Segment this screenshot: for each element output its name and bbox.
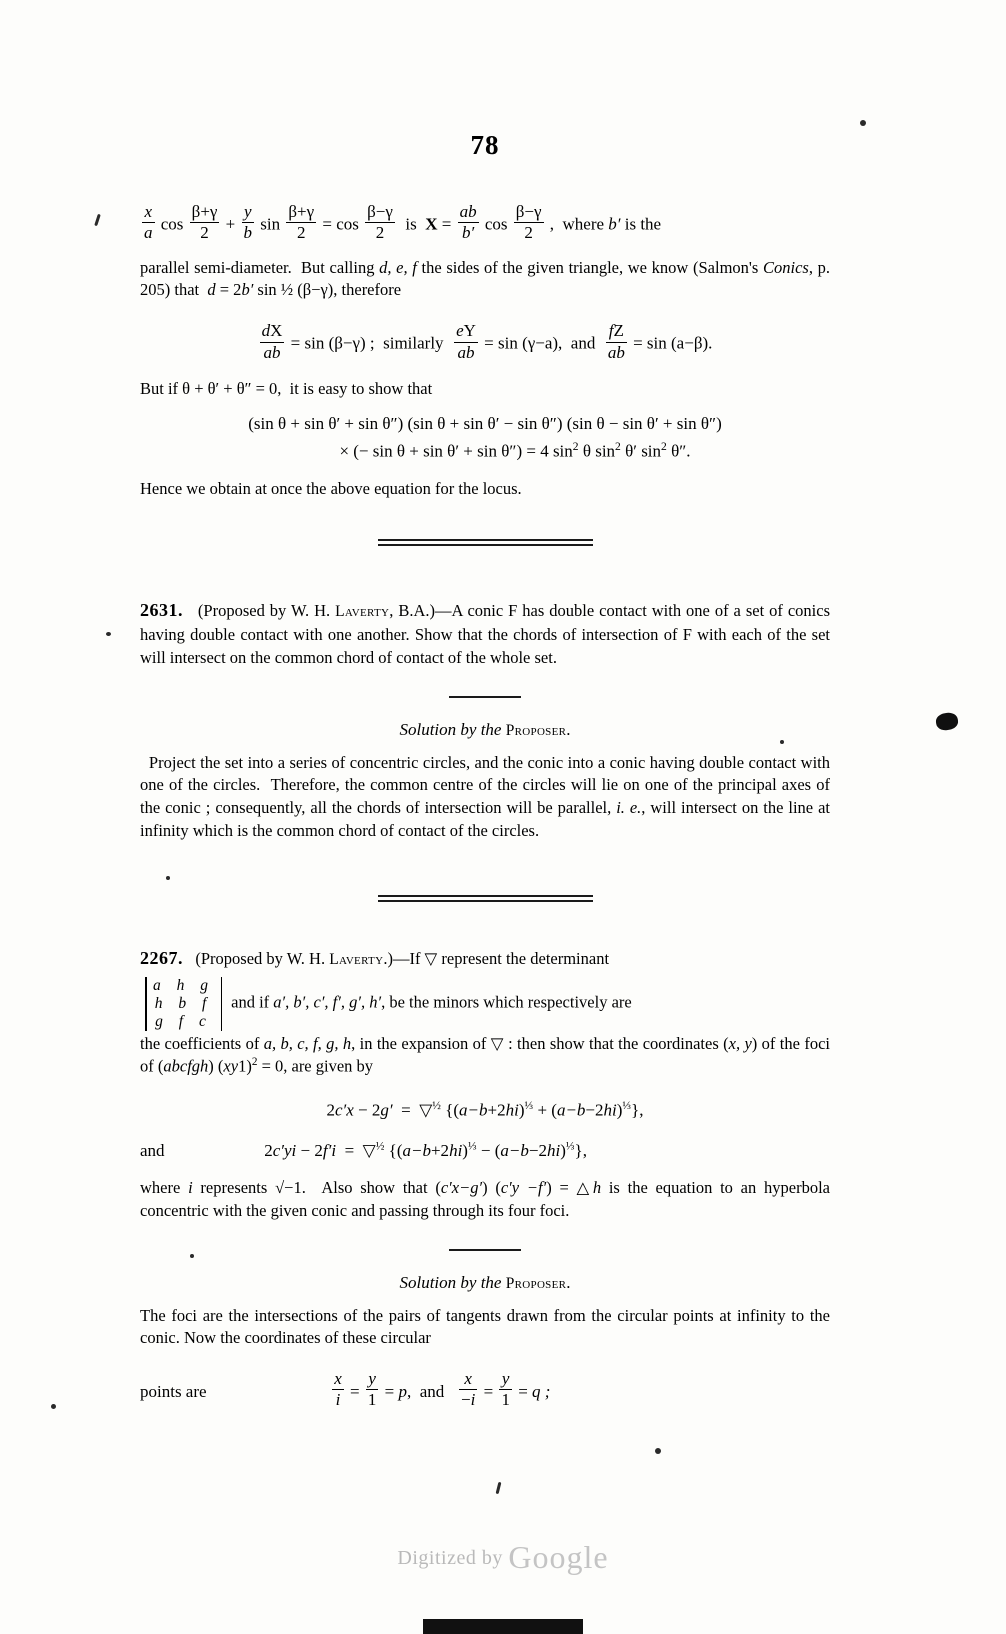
solution-heading-proposer: Proposer	[505, 721, 567, 739]
paragraph-1: parallel semi-diameter. But calling d, e, f the sides of the given triangle, we know (Salmon's Conics, p. 205) that d = 2b′ sin ½ (β−γ), therefore	[140, 257, 830, 300]
scan-speck	[106, 632, 111, 636]
problem-number: 2631.	[140, 600, 183, 621]
digitized-by-text: Digitized by	[397, 1547, 503, 1569]
ink-blot	[935, 712, 959, 732]
problem-proposed-prefix: (Proposed by W. H.	[197, 601, 336, 621]
solution-body-2267: The foci are the intersections of the pairs of tangents drawn from the circular points at infinity to the conic. Now the coordinates of these circular	[140, 1305, 830, 1348]
equation-2267-final-wrap	[140, 1370, 830, 1410]
problem-proposed-prefix: (Proposed by W. H.	[195, 948, 330, 968]
scan-speck	[94, 214, 101, 226]
equation-line-3b: × (− sin θ + sin θ′ + sin θ″) = 4 $\sin^2 \theta$ $\sin^2 \theta'$ $\sin^2 \theta''$.	[339, 440, 691, 461]
scan-speck	[655, 1448, 661, 1454]
scan-edge-bar	[423, 1619, 583, 1634]
problem-2631-statement	[140, 598, 830, 669]
equation-line-1: $\frac{x}{a}$ cos $\frac{\beta+\gamma}{2}$ + $\frac{y}{b}$ sin $\frac{\beta+\gamma}{2}$ = cos $\frac{\beta-\gamma}{2}$ is X = $\frac{ab}{b'}$ cos $\frac{\beta-\gamma}{2}$ , where b′ is the	[144, 202, 662, 243]
solution-divider-2	[449, 1249, 521, 1251]
proposer-name: Laverty	[329, 950, 384, 968]
equation-label-points: points are	[140, 1381, 207, 1401]
proposer-name: Laverty	[335, 603, 390, 621]
equation-line-3a: (sin θ + sin θ′ + sin θ″) (sin θ + sin θ′ − sin θ″) (sin θ − sin θ′ + sin θ″)	[248, 413, 722, 433]
solution-heading-italic: Solution by the	[399, 1272, 506, 1292]
section-divider-2	[378, 895, 593, 902]
determinant-following-text: and if a′, b′, c′, f′, g′, h′, be the minors which respectively are	[231, 992, 632, 1012]
paragraph-2: But if θ + θ′ + θ″ = 0, it is easy to show that	[140, 378, 433, 398]
solution-heading-italic: Solution by the	[399, 719, 506, 739]
scan-speck	[51, 1404, 56, 1409]
solution-body-2631: Project the set into a series of concentric circles, and the conic into a conic having double contact with one of the circles. Therefore, the common centre of the circles will lie on one of the principal axes of the conic ; consequently, all the chords of intersection will be parallel, i. e., will intersect on the line at infinity which is the common chord of contact of the circles.	[140, 752, 830, 840]
solution-heading-2267	[140, 1273, 830, 1293]
problem-2267-statement	[140, 946, 830, 971]
equation-label-and: and	[140, 1140, 165, 1160]
equation-2267-final: $\frac{x}{i}$ = $\frac{y}{1}$ = p, and $\frac{x}{-i}$ = $\frac{y}{1}$ = q ;	[334, 1369, 551, 1410]
scan-speck	[860, 120, 866, 126]
section-divider	[378, 539, 593, 546]
solution-heading-2631	[140, 720, 830, 740]
google-wordmark: Google	[508, 1539, 609, 1575]
determinant-row: h b f	[154, 994, 213, 1012]
equation-line-2: $\frac{dX}{ab}$ = sin (β−γ) ; similarly $\frac{eY}{ab}$ = sin (γ−a), and $\frac{fZ}{ab}$ = sin (a−β).	[261, 321, 713, 362]
determinant-block	[140, 977, 830, 1031]
page-content	[140, 130, 830, 1424]
solution-heading-period: .	[566, 719, 571, 739]
problem-number: 2267.	[140, 947, 183, 968]
solution-heading-period: .	[566, 1272, 571, 1292]
equation-2267-b: 2c′yi − 2f′i = ▽$^{\frac{1}{2}}$ $\{(a-b+2hi)^{\frac{1}{3}} - (a-b-2hi)^{\frac{1}{3}}\}$,	[264, 1138, 587, 1160]
digitized-credit	[0, 1539, 1006, 1576]
equation-2267-a: 2c′x − 2g′ = ▽$^{\frac{1}{2}}$ $\{(a-b+2hi)^{\frac{1}{3}} + (a-b-2hi)^{\frac{1}{3}}\}$,	[326, 1098, 644, 1120]
problem-text: .)—If ▽ represent the determinant	[383, 948, 610, 968]
problem-2267-after: where i represents √−1. Also show that (c′x−g′) (c′y −f′) = △h is the equation to an hyperbola concentric with the given conic and passing through its four foci.	[140, 1178, 830, 1220]
scan-speck	[496, 1482, 502, 1494]
solution-heading-proposer: Proposer	[505, 1274, 567, 1292]
paragraph-3: Hence we obtain at once the above equation for the locus.	[140, 479, 522, 499]
solution-divider	[449, 696, 521, 698]
problem-text: , B.A.)—A conic F has double contact with one of a set of conics having double contact with one another. Show that the chords of intersection of F with each of the set will intersect on the common chord of contact of the whole set.	[140, 601, 831, 668]
determinant-matrix	[143, 977, 224, 1031]
determinant-row: a h g	[153, 976, 214, 994]
problem-2267-cont: the coefficients of a, b, c, f, g, h, in the expansion of ▽ : then show that the coordinates (x, y) of the foci of (abcfgh) $(xy1)^2 = 0$, are given by	[140, 1033, 830, 1076]
page-number: 78	[470, 130, 500, 160]
determinant-row: g f c	[155, 1012, 212, 1030]
equation-2267-b-wrap	[140, 1137, 830, 1163]
